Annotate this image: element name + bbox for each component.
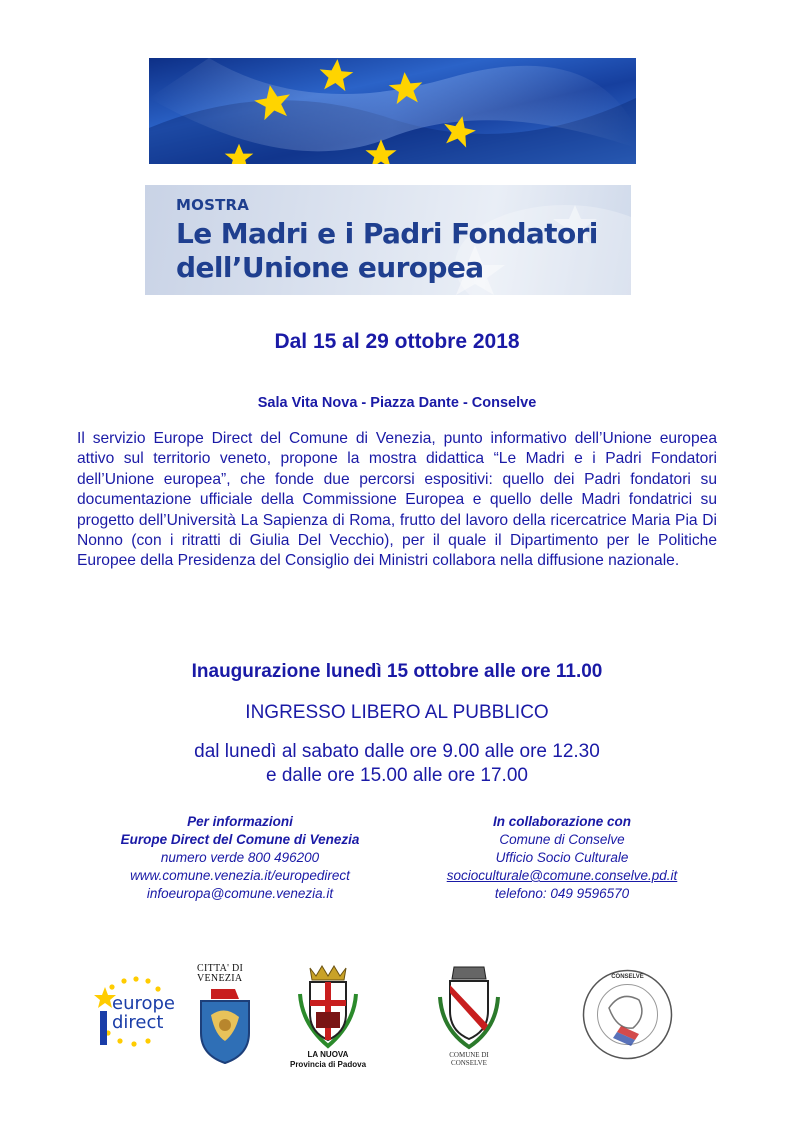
venezia-label-line1: CITTA' DI bbox=[197, 963, 244, 974]
banner-kicker: MOSTRA bbox=[176, 196, 250, 214]
socio-culturale-seal bbox=[581, 968, 674, 1061]
collab-office: Ufficio Socio Culturale bbox=[495, 850, 629, 865]
info-phone: numero verde 800 496200 bbox=[160, 850, 320, 865]
collab-organization: Comune di Conselve bbox=[499, 832, 625, 847]
padova-coat-of-arms-icon bbox=[296, 964, 360, 1050]
inauguration-notice: Inaugurazione lunedì 15 ottobre alle ore 11.00 bbox=[191, 661, 603, 682]
collaboration-contacts bbox=[402, 813, 722, 903]
info-website-link[interactable]: www.comune.venezia.it/europedirect bbox=[130, 868, 350, 883]
free-entry-notice: INGRESSO LIBERO AL PUBBLICO bbox=[245, 702, 549, 723]
venezia-shield-icon bbox=[195, 985, 255, 1065]
exhibition-dates: Dal 15 al 29 ottobre 2018 bbox=[274, 330, 520, 353]
description-paragraph: Il servizio Europe Direct del Comune di Venezia, punto informativo dell’Unione europea attivo sul territorio veneto, propone la mostra didattica “Le Madri e i Padri Fondatori dell’Unione europea”, che fonde due percorsi espositivi: quello dei Padri fondatori su documentazione ufficiale della Commissione Europea e quello delle Madri fondatrici su progetto dell’Università La Sapienza di Roma, frutto del lavoro della ricercatrice Maria Pia Di Nonno (con i ritratti di Giulia Del Vecchio), per il quale il Dipartimento per le Politiche Europee della Presidenza del Consiglio dei Ministri collabora nella diffusione nazionale. bbox=[77, 430, 717, 570]
seal-ring-text: CONSELVE bbox=[611, 974, 644, 980]
opening-hours-line2: e dalle ore 15.00 alle ore 17.00 bbox=[266, 765, 528, 786]
europe-direct-logo bbox=[94, 975, 176, 1049]
collab-phone: telefono: 049 9596570 bbox=[494, 886, 630, 901]
venezia-label-line2: VENEZIA bbox=[197, 973, 243, 984]
info-organization: Europe Direct del Comune di Venezia bbox=[120, 832, 360, 847]
la-nuova-label-line1: LA NUOVA bbox=[307, 1050, 349, 1059]
socio-culturale-seal-icon bbox=[581, 968, 674, 1061]
exhibition-venue: Sala Vita Nova - Piazza Dante - Conselve bbox=[257, 395, 537, 411]
info-contacts bbox=[80, 813, 400, 903]
la-nuova-provincia-padova-logo bbox=[288, 964, 368, 1070]
exhibition-title-banner bbox=[145, 185, 631, 295]
eu-flag-image bbox=[149, 58, 636, 164]
la-nuova-label-line2: Provincia di Padova bbox=[289, 1060, 367, 1069]
banner-title-line1: Le Madri e i Padri Fondatori bbox=[176, 217, 598, 250]
banner-title-line2: dell’Unione europea bbox=[176, 251, 484, 284]
europe-direct-word1: europe bbox=[112, 993, 175, 1014]
info-heading: Per informazioni bbox=[187, 814, 293, 829]
conselve-coat-of-arms-icon bbox=[434, 963, 504, 1051]
eu-flag-banner bbox=[149, 58, 636, 164]
conselve-label-line1: COMUNE DI bbox=[449, 1051, 489, 1059]
opening-hours-line1: dal lunedì al sabato dalle ore 9.00 alle ore 12.30 bbox=[194, 741, 600, 762]
comune-di-conselve-logo bbox=[434, 963, 504, 1069]
collab-email-link[interactable]: socioculturale@comune.conselve.pd.it bbox=[446, 868, 678, 883]
info-email-link[interactable]: infoeuropa@comune.venezia.it bbox=[146, 886, 334, 901]
conselve-label-line2: CONSELVE bbox=[451, 1059, 487, 1067]
collab-heading: In collaborazione con bbox=[492, 814, 632, 829]
citta-di-venezia-logo bbox=[195, 963, 255, 1065]
europe-direct-word2: direct bbox=[112, 1012, 164, 1033]
